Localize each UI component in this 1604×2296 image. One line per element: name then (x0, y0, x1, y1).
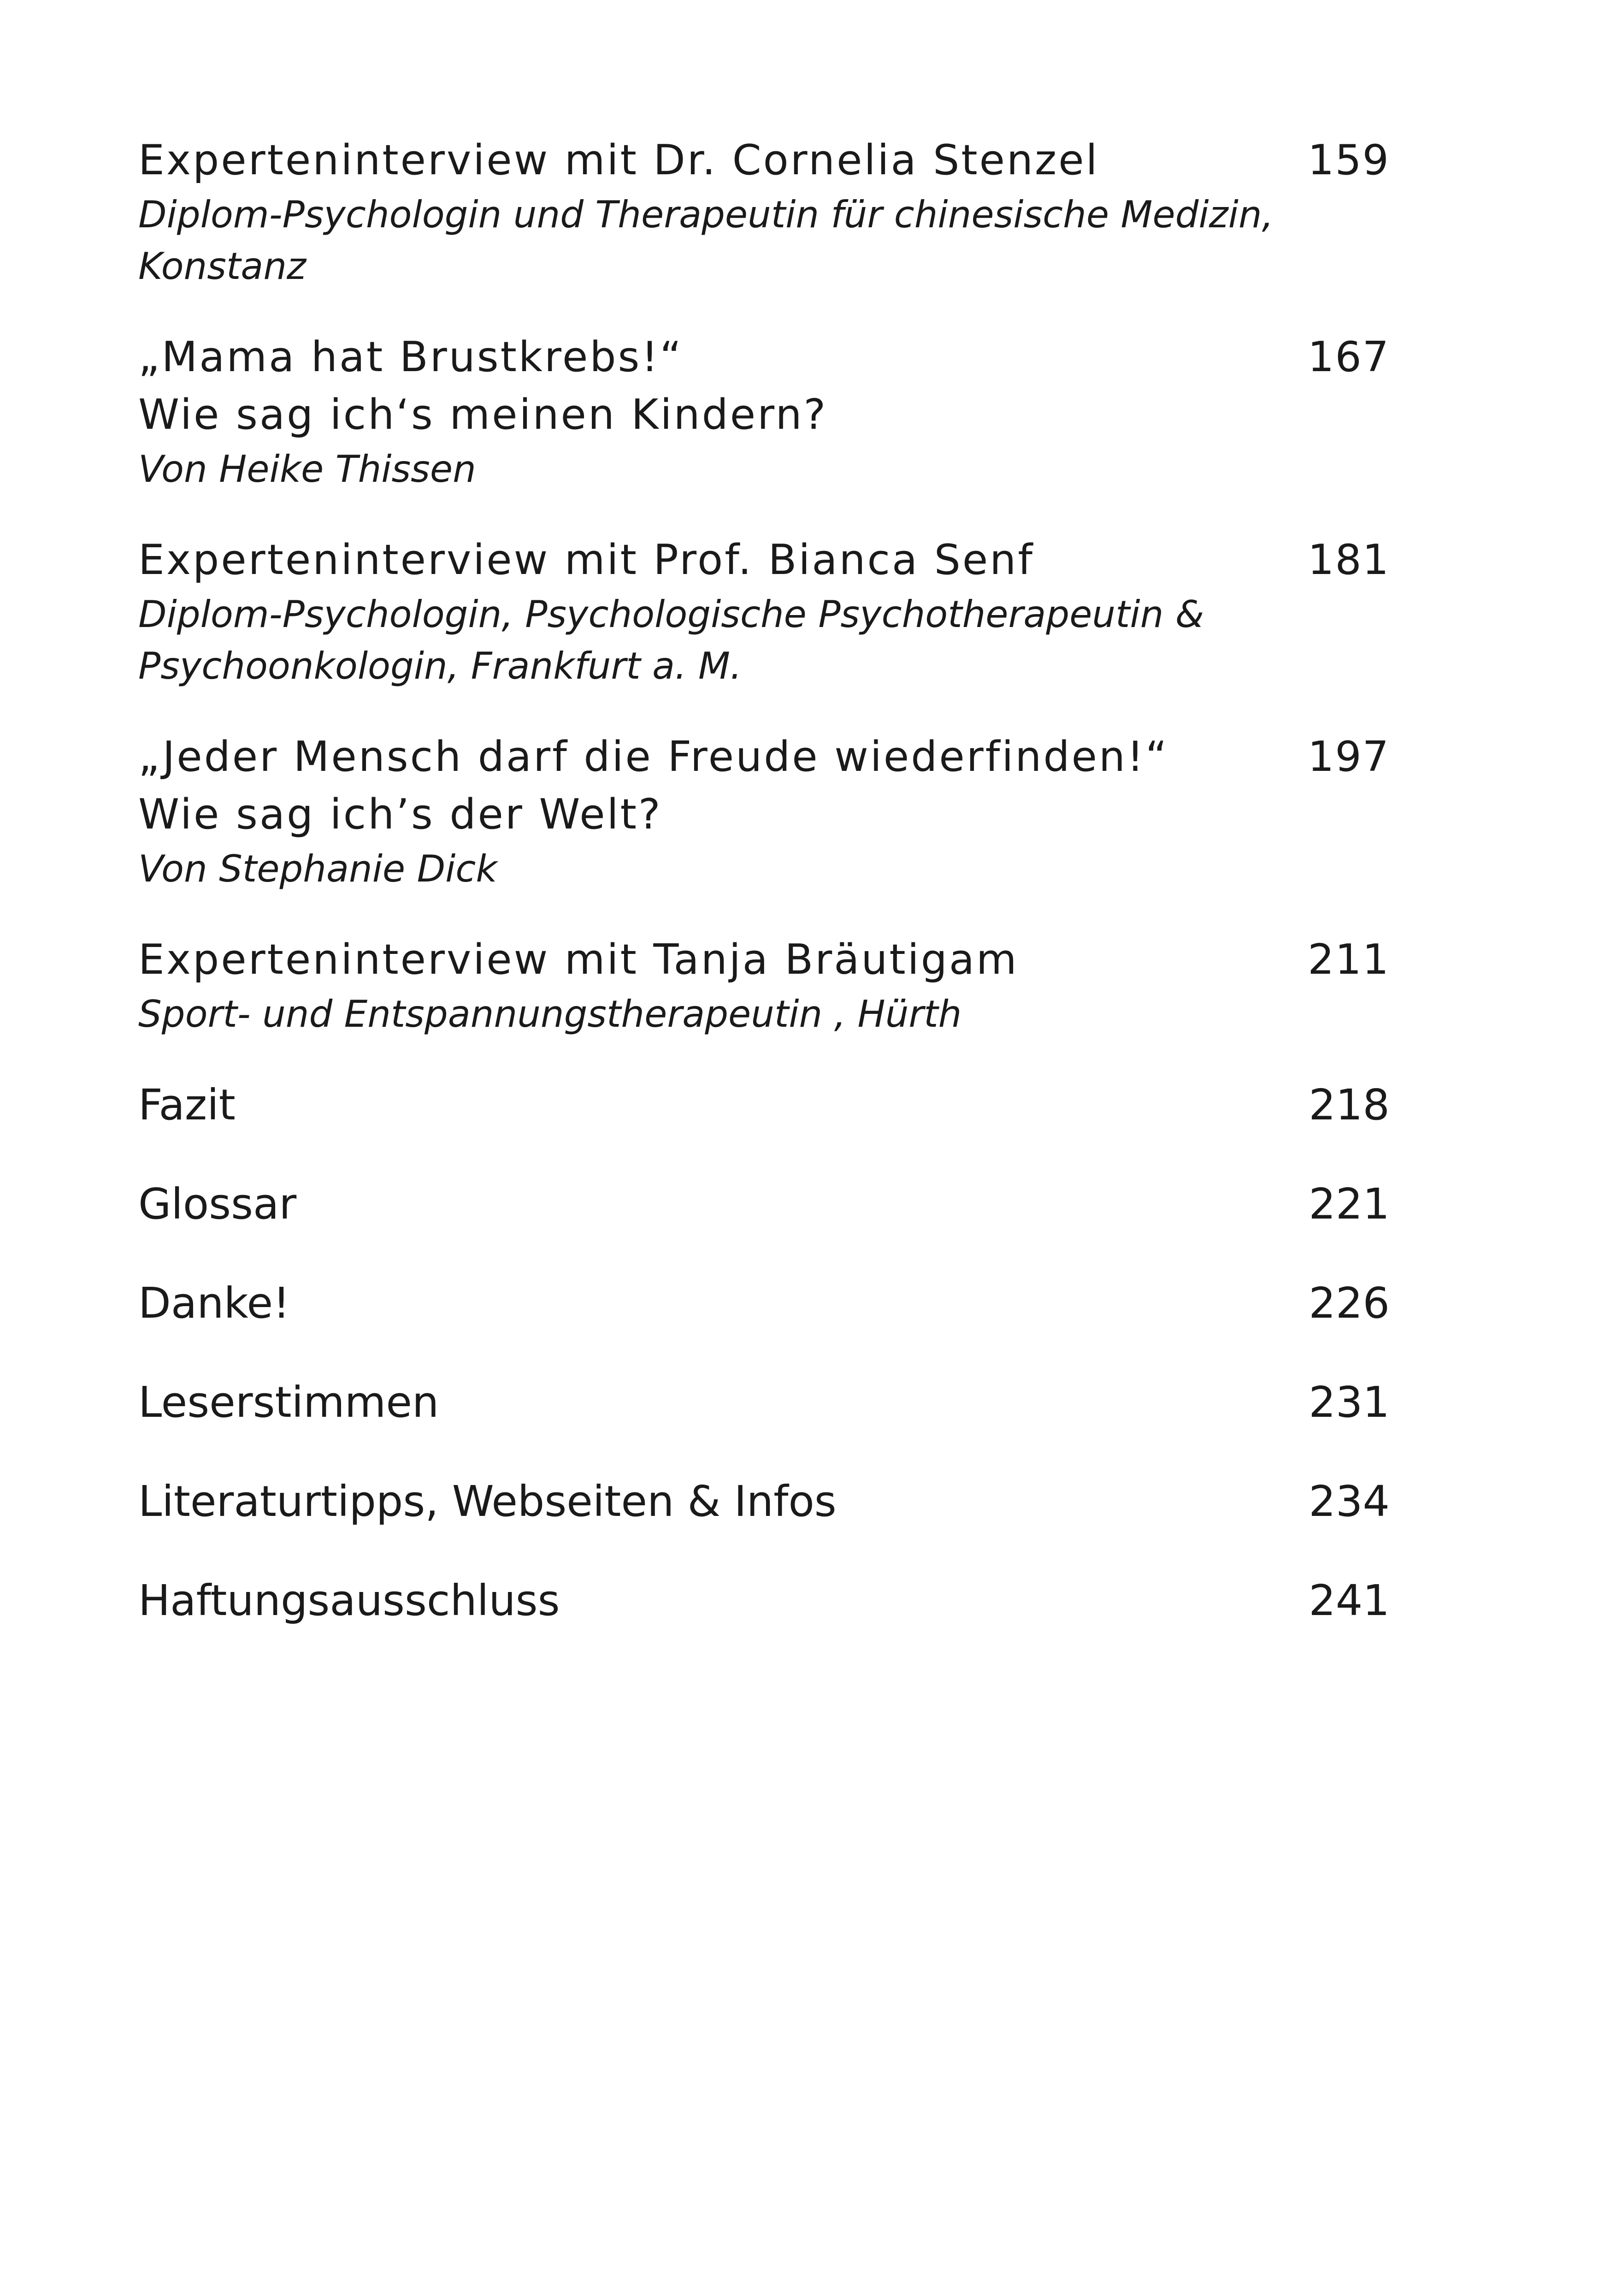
toc-entry-subtext: Sport- und Entspannungstherapeutin , Hürth (138, 993, 962, 1036)
toc-entry-subtitle: Wie sag ich’s der Welt? (138, 790, 662, 839)
toc-entry[interactable] (138, 1572, 1390, 1629)
toc-entry[interactable] (138, 531, 1390, 692)
toc-entry[interactable] (138, 131, 1390, 292)
toc-entry-title: „Mama hat Brustkrebs!“ (138, 333, 684, 381)
toc-entry-subtext: Von Heike Thissen (138, 448, 476, 491)
toc-entry-title: „Jeder Mensch darf die Freude wiederfinden!“ (138, 733, 1169, 781)
toc-entry-page-number: 218 (1309, 1080, 1390, 1130)
toc-entry-subtext: Von Stephanie Dick (138, 847, 497, 890)
toc-entry-page-number: 197 (1308, 733, 1390, 781)
toc-entry-page-number: 181 (1308, 536, 1390, 584)
toc-entry-subtitle: Wie sag ich‘s meinen Kindern? (138, 391, 828, 439)
toc-entry[interactable] (138, 1076, 1390, 1134)
toc-entry[interactable] (138, 1175, 1390, 1233)
toc-entry-page-number: 231 (1309, 1378, 1390, 1427)
table-of-contents (138, 131, 1390, 1671)
toc-entry-title: Experteninterview mit Prof. Bianca Senf (138, 536, 1035, 584)
toc-entry-page-number: 234 (1309, 1477, 1390, 1526)
toc-entry-page-number: 167 (1308, 333, 1390, 381)
toc-entry[interactable] (138, 1274, 1390, 1332)
toc-entry-page-number: 241 (1309, 1576, 1390, 1625)
toc-entry-title: Fazit (138, 1080, 236, 1130)
toc-entry-subtext: Konstanz (138, 245, 307, 288)
toc-entry-page-number: 211 (1308, 935, 1390, 984)
toc-entry-title: Danke! (138, 1278, 290, 1328)
toc-entry-title: Experteninterview mit Dr. Cornelia Stenzel (138, 136, 1099, 184)
toc-entry-subtext: Diplom-Psychologin, Psychologische Psychotherapeutin & (138, 593, 1204, 636)
toc-entry-page-number: 226 (1309, 1278, 1390, 1328)
toc-entry[interactable] (138, 1373, 1390, 1431)
toc-entry[interactable] (138, 328, 1390, 495)
toc-entry-title: Haftungsausschluss (138, 1576, 560, 1625)
toc-entry-subtext: Diplom-Psychologin und Therapeutin für chinesische Medizin, (138, 193, 1274, 236)
toc-entry-title: Literaturtipps, Webseiten & Infos (138, 1477, 837, 1526)
toc-entry[interactable] (138, 1473, 1390, 1530)
toc-entry[interactable] (138, 931, 1390, 1040)
toc-entry-title: Glossar (138, 1179, 297, 1229)
toc-entry-subtext: Psychoonkologin, Frankfurt a. M. (138, 645, 742, 687)
toc-entry-title: Experteninterview mit Tanja Bräutigam (138, 935, 1019, 984)
toc-entry-page-number: 221 (1309, 1179, 1390, 1229)
toc-entry-title: Leserstimmen (138, 1378, 439, 1427)
toc-entry-page-number: 159 (1308, 136, 1390, 184)
toc-entry[interactable] (138, 728, 1390, 895)
